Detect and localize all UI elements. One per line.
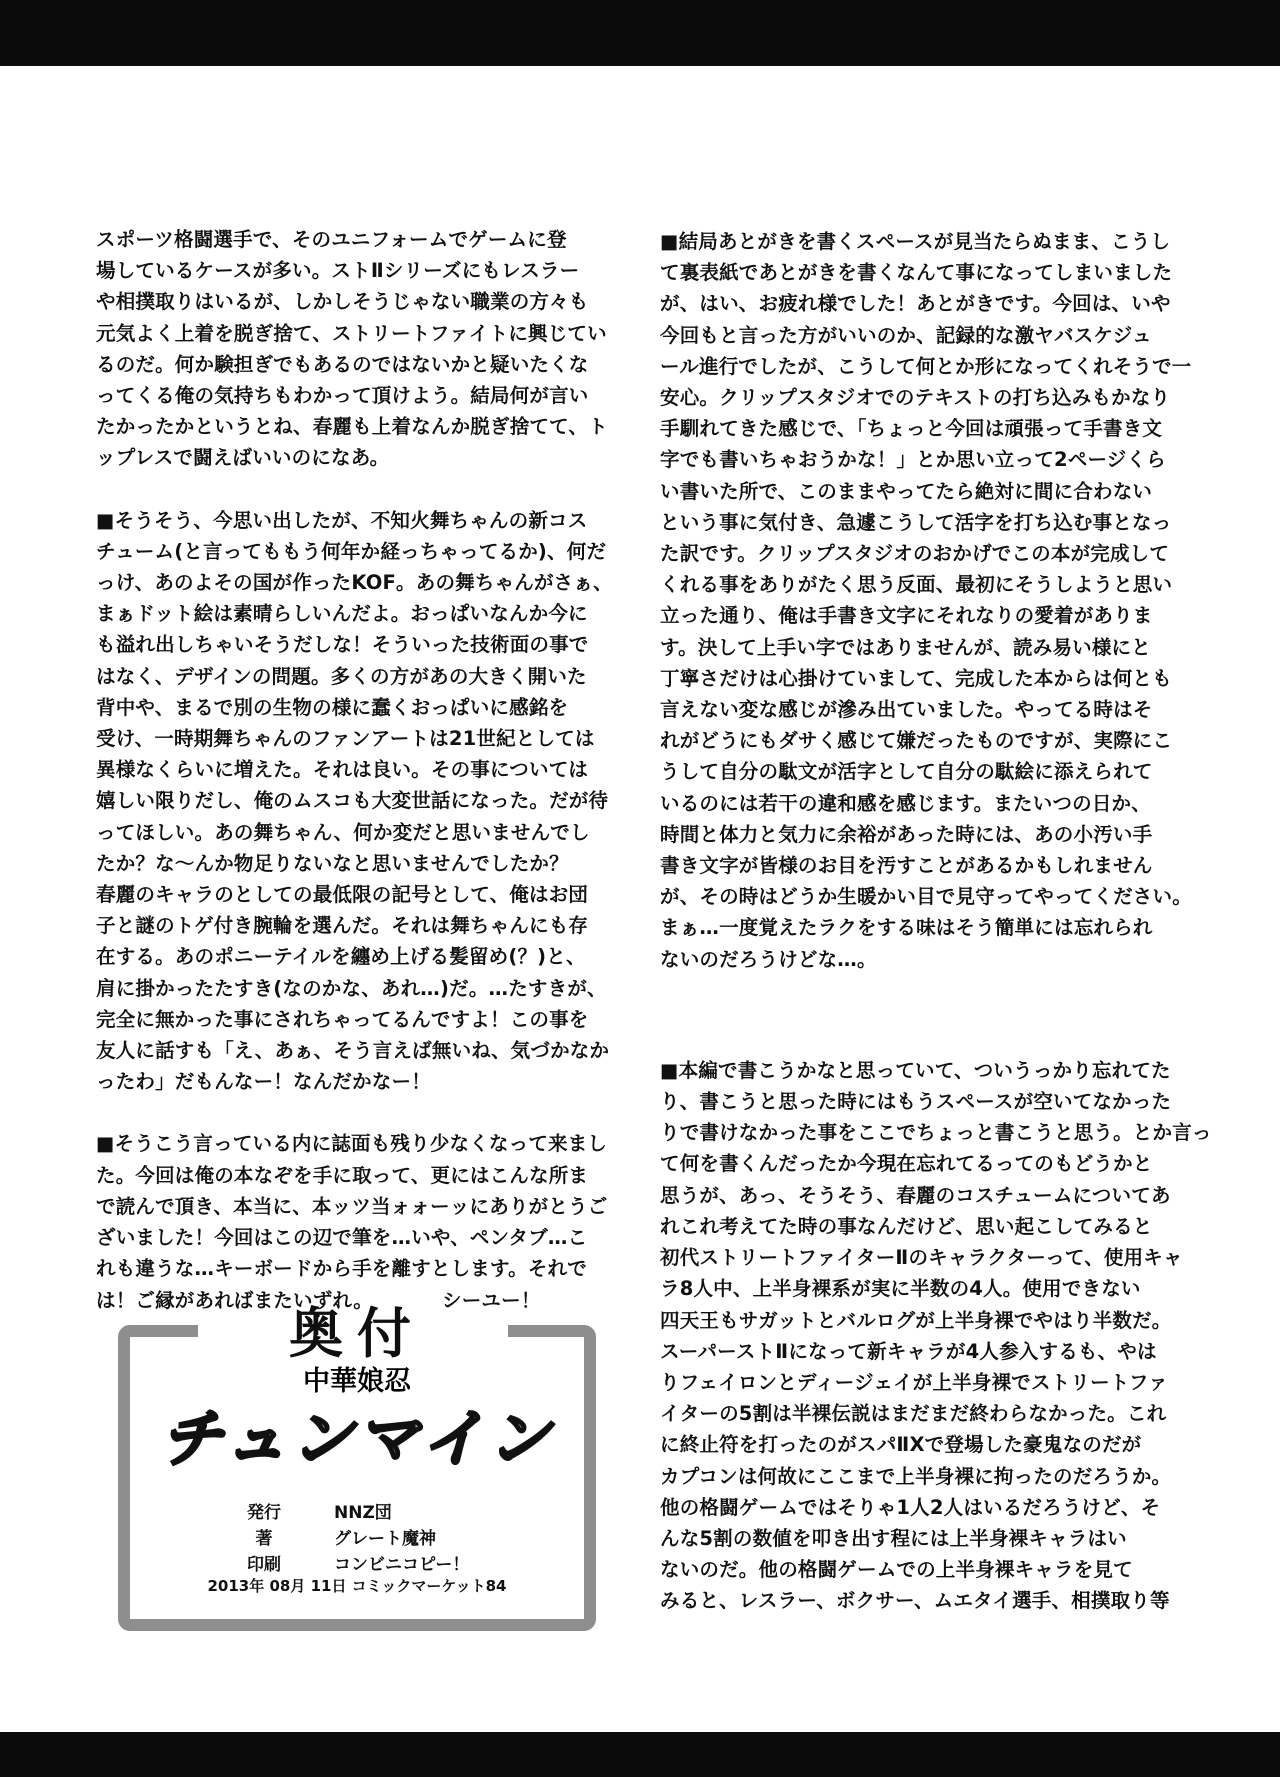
colophon-value-publisher: NNZ団 [334,1503,392,1523]
colophon-subtitle: 中華娘忍 [303,1366,411,1397]
colophon-label-author: 著 [255,1529,273,1549]
left-paragraph-3: ■そうこう言っている内に誌面も残り少なくなって来まし た。今回は俺の本なぞを手に取って、更にはこんな所ま で読んで頂き、本当に、本ッツ当ォォーッにありがとうご ざいました！今回はこの辺で筆を…いや、ペンタブ…こ れも違うな…キーボードから手を離すとします。それで は！ご縁があればまたいずれ。 シーユー！ [96,1132,608,1312]
left-column [96,224,630,1316]
top-black-bar [0,0,1280,66]
colophon-date-event: 2013年 08月 11日 コミックマーケット84 [207,1577,507,1595]
colophon-title: 奥付 [289,1301,425,1365]
colophon-value-author: グレート魔神 [334,1529,436,1549]
colophon-logo: チュンマイン [160,1402,554,1475]
right-paragraph-2: ■本編で書こうかなと思っていて、ついうっかり忘れてた り、書こうと思った時にはもうスペースが空いてなかった りで書けなかった事をここでちょっと書こうと思う。とか言っ て何を書くんだったか今現在忘れてるってのもどうかと 思うが、あっ、そうそう、春麗のコスチュームについてあ れこれ考えてた時の事なんだけど、思い起こしてみると 初代ストリートファイターⅡのキャラクターって、使用キャ ラ8人中、上半身裸系が実に半数の4人。使用できない 四天王もサガットとバルログが上半身裸でやはり半数だ。 スーパーストⅡになって新キャラが4人参入するも、やは りフェイロンとディージェイが上半身裸でストリートファ イターの5割は半裸伝説はまだまだ終わらなかった。これ に終止符を打ったのがスパⅡXで登場した豪鬼なのだが カプコンは何故にここまで上半身裸に拘ったのだろうか。 他の格闘ゲームではそりゃ1人2人はいるだろうけど、そ んな5割の数値を叩き出す程には上半身裸キャラはい ないのだ。他の格闘ゲームでの上半身裸キャラを見て みると、レスラー、ボクサー、ムエタイ選手、相撲取り等 [660,1058,1212,1613]
right-column [660,226,1212,1617]
colophon-box [118,1303,600,1639]
colophon-value-printing: コンビニコピー！ [334,1555,470,1575]
colophon-label-publisher: 発行 [247,1503,281,1523]
bottom-black-bar [0,1732,1280,1777]
left-paragraph-1: スポーツ格闘選手で、そのユニフォームでゲームに登 場しているケースが多い。ストⅡシリーズにもレスラー や相撲取りはいるが、しかしそうじゃない職業の方々も 元気よく上着を脱ぎ捨て、ストリートファイトに興じてい るのだ。何か験担ぎでもあるのではないかと疑いたくな ってくる俺の気持ちもわかって頂けよう。結局何が言い たかったかというとね、春麗も上着なんか脱ぎ捨てて、ト ップレスで闘えばいいのになあ。 [96,228,608,470]
right-paragraph-1: ■結局あとがきを書くスペースが見当たらぬまま、こうし て裏表紙であとがきを書くなんて事になってしまいました が、はい、お疲れ様でした！あとがきです。今回は、いや 今回もと言った方がいいのか、記録的な激ヤバスケジュ ール進行でしたが、こうして何とか形になってくれそうで一 安心。クリップスタジオでのテキストの打ち込みもかなり 手馴れてきた感じで、「ちょっと今回は頑張って手書き文 字でも書いちゃおうかな！」とか思い立って2ページくら い書いた所で、このままやってたら絶対に間に合わない という事に気付き、急遽こうして活字を打ち込む事となっ た訳です。クリップスタジオのおかげでこの本が完成して くれる事をありがたく思う反面、最初にそうしようと思い 立った通り、俺は手書き文字にそれなりの愛着がありま す。決して上手い字ではありませんが、読み易い様にと 丁寧さだけは心掛けていまして、完成した本からは何とも 言えない変な感じが滲み出ていました。やってる時はそ れがどうにもダサく感じて嫌だったものですが、実際にこ うして自分の駄文が活字として自分の駄絵に添えられて いるのには若干の違和感を感じます。またいつの日か、 時間と体力と気力に余裕があった時には、あの小汚い手 書き文字が皆様のお目を汚すことがあるかもしれません が、その時はどうか生暖かい目で見守ってやってください。 まぁ…一度覚えたラクをする味はそう簡単には忘れられ ないのだろうけどな…。 [660,230,1192,971]
left-paragraph-2: ■そうそう、今思い出したが、不知火舞ちゃんの新コス チューム(と言ってももう何年か経っちゃってるか)、何だ っけ、あのよその国が作ったKOF。あの舞ちゃんがさぁ、 まぁドット絵は素晴らしいんだよ。おっぱいなんか今に も溢れ出しちゃいそうだしな！そういった技術面の事で はなく、デザインの問題。多くの方があの大きく開いた 背中や、まるで別の生物の様に蠢くおっぱいに感銘を 受け、一時期舞ちゃんのファンアートは21世紀としては 異様なくらいに増えた。それは良い。その事については 嬉しい限りだし、俺のムスコも大変世話になった。だが待 ってほしい。あの舞ちゃん、何か変だと思いませんでし たか？な〜んか物足りないなと思いませんでしたか？ 春麗のキャラのとしての最低限の記号として、俺はお団 子と謎のトゲ付き腕輪を選んだ。それは舞ちゃんにも存 在する。あのポニーテイルを纏め上げる髪留め(？)と、 肩に掛かったたすき(なのかな、あれ…)だ。…たすきが、 完全に無かった事にされちゃってるんですよ！この事を 友人に話すも「え、あぁ、そう言えば無いね、気づかなか ったわ」だもんなー！なんだかなー！ [96,508,613,1094]
colophon-label-printing: 印刷 [247,1555,281,1575]
